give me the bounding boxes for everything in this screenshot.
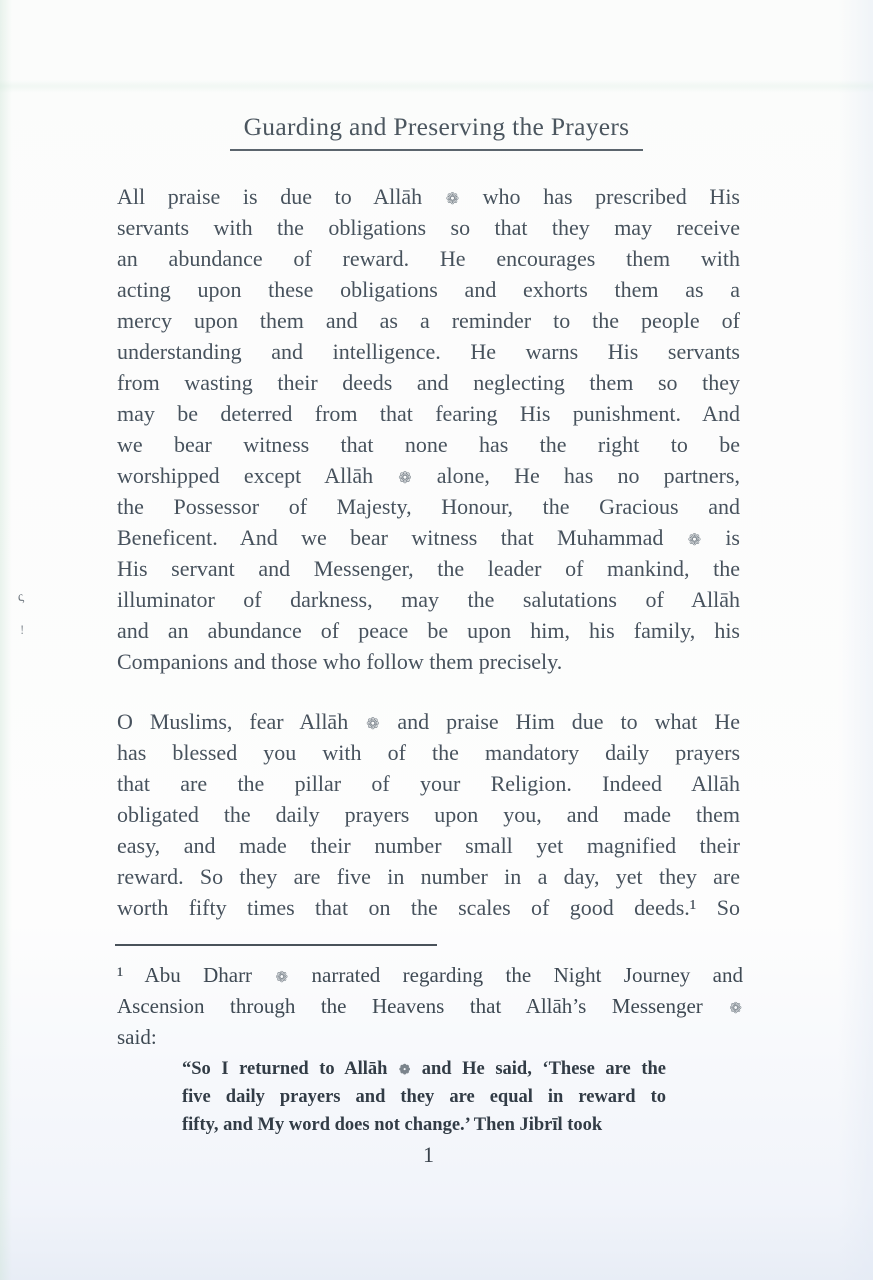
text-line: “So I returned to Allāh ❁ and He said, ‘These are the — [182, 1059, 666, 1079]
text-line: servants with the obligations so that they may receive — [117, 215, 740, 240]
text-line: fifty, and My word does not change.’ Then Jibrīl took — [182, 1115, 603, 1135]
footnote-quote — [182, 1055, 666, 1139]
text-line: has blessed you with of the mandatory daily prayers — [117, 740, 740, 765]
text-line: understanding and intelligence. He warns His servants — [117, 339, 740, 364]
scan-speck: ς — [16, 589, 26, 606]
text-line: an abundance of reward. He encourages them with — [117, 246, 740, 271]
honorific-icon: ❁ — [398, 470, 412, 487]
text-line: may be deterred from that fearing His punishment. And — [117, 401, 740, 426]
footnote — [117, 960, 743, 1139]
page-title: Guarding and Preserving the Prayers — [230, 112, 644, 151]
body-text — [117, 181, 740, 923]
text-line: His servant and Messenger, the leader of mankind, the — [117, 556, 740, 581]
scan-speck: ! — [20, 622, 25, 637]
text-line: from wasting their deeds and neglecting them so they — [117, 370, 740, 395]
text-line: All praise is due to Allāh ❁ who has prescribed His — [117, 184, 740, 209]
text-line: five daily prayers and they are equal in reward to — [182, 1087, 666, 1107]
text-line: we bear witness that none has the right to be — [117, 432, 740, 457]
page-number: 1 — [423, 1142, 434, 1167]
honorific-icon: ❁ — [399, 1062, 411, 1077]
text-line: obligated the daily prayers upon you, and made them — [117, 802, 740, 827]
honorific-icon: ❁ — [445, 191, 460, 208]
paragraph — [117, 181, 740, 677]
footnote-text — [117, 960, 743, 1053]
text-line: said: — [117, 1025, 157, 1049]
text-line: worshipped except Allāh ❁ alone, He has no partners, — [117, 463, 740, 488]
text-line: that are the pillar of your Religion. Indeed Allāh — [117, 771, 740, 796]
text-line: easy, and made their number small yet magnified their — [117, 833, 740, 858]
honorific-icon: ❁ — [275, 970, 289, 986]
text-line: acting upon these obligations and exhorts them as a — [117, 277, 740, 302]
text-line: worth fifty times that on the scales of good deeds.¹ So — [117, 895, 740, 920]
text-line: and an abundance of peace be upon him, his family, his — [117, 618, 740, 643]
text-line: mercy upon them and as a reminder to the people of — [117, 308, 740, 333]
honorific-icon: ❁ — [687, 532, 701, 549]
footnote-separator — [115, 944, 437, 946]
text-line: ¹ Abu Dharr ❁ narrated regarding the Night Journey and — [117, 963, 743, 987]
text-line: the Possessor of Majesty, Honour, the Gracious and — [117, 494, 740, 519]
paragraph — [117, 706, 740, 923]
text-line: illuminator of darkness, may the salutations of Allāh — [117, 587, 740, 612]
text-line: Beneficent. And we bear witness that Muhammad ❁ is — [117, 525, 740, 550]
text-line: O Muslims, fear Allāh ❁ and praise Him due to what He — [117, 709, 740, 734]
honorific-icon: ❁ — [366, 716, 380, 733]
text-line: reward. So they are five in number in a day, yet they are — [117, 864, 740, 889]
text-line: Companions and those who follow them precisely. — [117, 649, 563, 674]
honorific-icon: ❁ — [729, 1001, 742, 1017]
chapter-header — [0, 112, 873, 151]
text-line: Ascension through the Heavens that Allāh’s Messenger ❁ — [117, 994, 742, 1018]
